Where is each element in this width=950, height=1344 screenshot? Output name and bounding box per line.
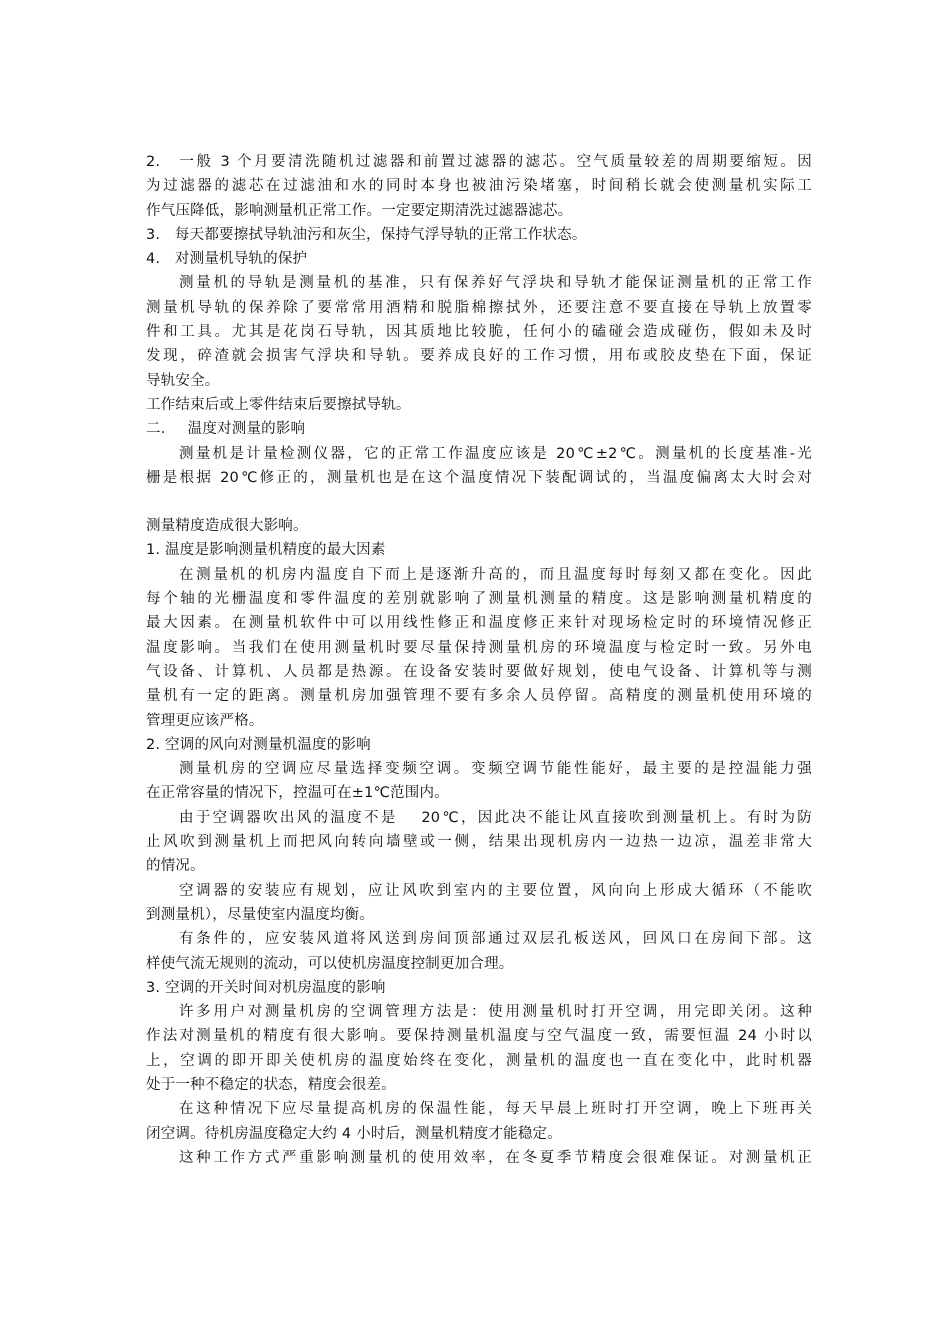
document-line: 许多用户对测量机房的空调管理方法是：使用测量机时打开空调，用完即关闭。这种 [179,1004,812,1021]
document-line: 每个轴的光栅温度和零件温度的差别就影响了测量机测量的精度。这是影响测量机精度的 [146,591,812,608]
document-line: 量机有一定的距离。测量机房加强管理不要有多余人员停留。高精度的测量机使用环境的 [146,688,812,705]
document-line: 2. 一般 3 个月要清洗随机过滤器和前置过滤器的滤芯。空气质量较差的周期要缩短。因 [146,154,812,170]
document-line: 作法对测量机的精度有很大影响。要保持测量机温度与空气温度一致，需要恒温 24 小时以 [146,1028,812,1045]
page-gap [146,490,812,514]
document-line: 测量精度造成很大影响。 [146,518,308,535]
document-line: 最大因素。在测量机软件中可以用线性修正和温度修正来针对现场检定时的环境情况修正 [146,615,812,632]
document-line: 到测量机），尽量使室内温度均衡。 [146,906,374,923]
document-line: 3. 空调的开关时间对机房温度的影响 [146,979,386,996]
document-line: 空调器的安装应有规划，应让风吹到室内的主要位置，风向向上形成大循环（不能吹 [179,882,812,899]
document-line: 有条件的，应安装风道将风送到房间顶部通过双层孔板送风，回风口在房间下部。这 [179,931,812,948]
document-line: 由于空调器吹出风的温度不是 20℃，因此决不能让风直接吹到测量机上。有时为防 [179,809,813,826]
document-line: 3. 每天都要擦拭导轨油污和灰尘，保持气浮导轨的正常工作状态。 [146,226,587,243]
document-line: 样使气流无规则的流动，可以使机房温度控制更加合理。 [146,955,514,972]
document-line: 工作结束后或上零件结束后要擦拭导轨。 [146,396,411,413]
document-line: 在测量机的机房内温度自下而上是逐渐升高的，而且温度每时每刻又都在变化。因此 [179,566,812,583]
document-line: 在正常容量的情况下，控温可在±1℃范围内。 [146,785,449,802]
document-line: 处于一种不稳定的状态，精度会很差。 [146,1076,396,1093]
document-line: 测量机的导轨是测量机的基准，只有保养好气浮块和导轨才能保证测量机的正常工作 [179,275,812,292]
document-line: 管理更应该严格。 [146,712,264,729]
document-line: 栅是根据 20℃修正的，测量机也是在这个温度情况下装配调试的，当温度偏离太大时会对 [146,469,812,486]
document-line: 的情况。 [146,858,205,875]
document-line: 导轨安全。 [146,372,220,389]
document-line: 上，空调的即开即关使机房的温度始终在变化，测量机的温度也一直在变化中，此时机器 [146,1052,812,1069]
document-line: 为过滤器的滤芯在过滤油和水的同时本身也被油污染堵塞，时间稍长就会使测量机实际工 [146,178,812,195]
document-line: 闭空调。待机房温度稳定大约 4 小时后，测量机精度才能稳定。 [146,1125,562,1142]
document-line: 件和工具。尤其是花岗石导轨，因其质地比较脆，任何小的磕碰会造成碰伤，假如未及时 [146,324,812,341]
document-body [146,150,812,1170]
document-line: 测量机是计量检测仪器，它的正常工作温度应该是 20℃±2℃。测量机的长度基准-光 [179,445,812,462]
document-line: 温度影响。当我们在使用测量机时要尽量保持测量机房的环境温度与检定时一致。另外电 [146,639,812,656]
document-line: 二． 温度对测量的影响 [146,421,306,438]
document-line: 止风吹到测量机上而把风向转向墙壁或一侧，结果出现机房内一边热一边凉，温差非常大 [146,834,812,851]
document-line: 这种工作方式严重影响测量机的使用效率，在冬夏季节精度会很难保证。对测量机正 [179,1149,812,1166]
document-line: 4. 对测量机导轨的保护 [146,251,308,268]
document-line: 在这种情况下应尽量提高机房的保温性能，每天早晨上班时打开空调，晚上下班再关 [179,1101,812,1118]
document-line: 测量机导轨的保养除了要常常用酒精和脱脂棉擦拭外，还要注意不要直接在导轨上放置零 [146,299,812,316]
document-line: 1. 温度是影响测量机精度的最大因素 [146,542,386,559]
document-line: 气设备、计算机、人员都是热源。在设备安装时要做好规划，使电气设备、计算机等与测 [146,663,812,680]
document-line: 测量机房的空调应尽量选择变频空调。变频空调节能性能好，最主要的是控温能力强 [179,761,812,778]
document-line: 作气压降低，影响测量机正常工作。一定要定期清洗过滤器滤芯。 [146,202,573,219]
document-line: 2. 空调的风向对测量机温度的影响 [146,736,371,753]
document-line: 发现，碎渣就会损害气浮块和导轨。要养成良好的工作习惯，用布或胶皮垫在下面，保证 [146,348,812,365]
